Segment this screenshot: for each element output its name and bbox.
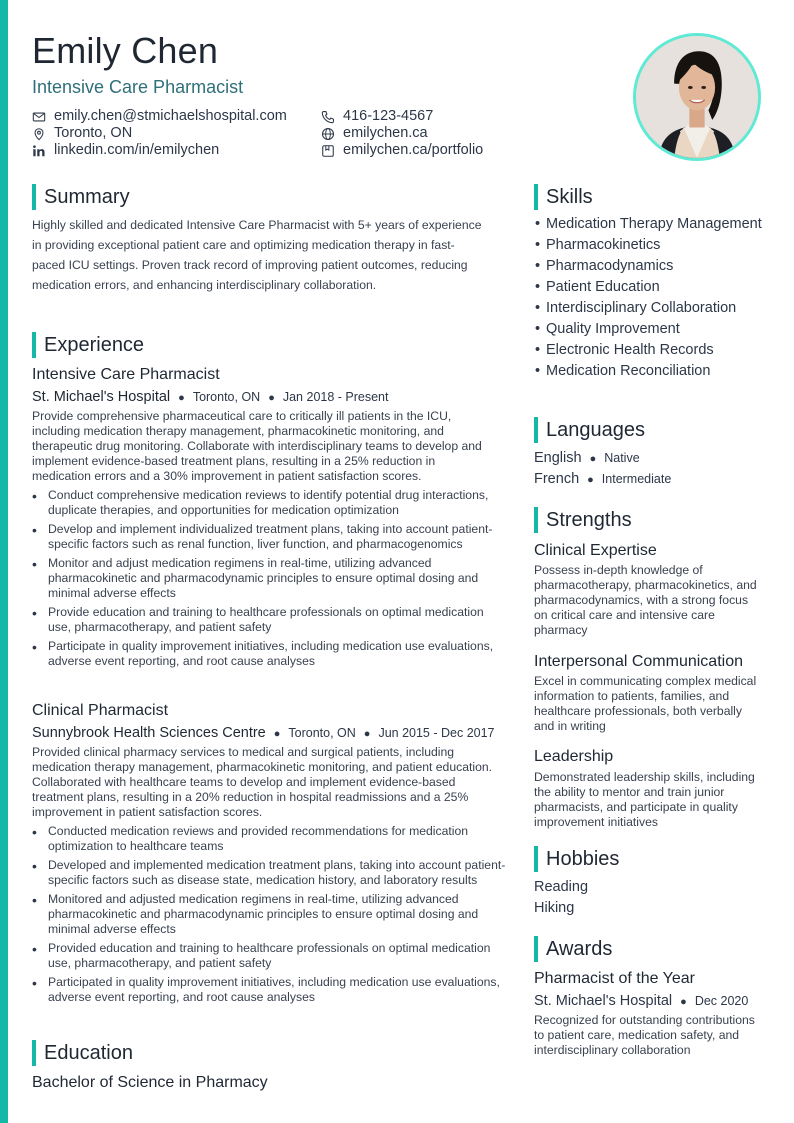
list-item: • Provided education and training to healthcare professionals on optimal medication use, pharmacotherapy, and patient safety: [32, 941, 510, 971]
job-1-location: Toronto, ON: [192, 390, 261, 404]
list-item: • Developed and implemented medication treatment plans, taking into account patient-specific factors such as disease state, medication history, and laboratory results: [32, 858, 510, 888]
separator-dot: ●: [273, 728, 281, 740]
list-item: • Conducted medication reviews and provided recommendations for medication optimization to healthcare teams: [32, 824, 510, 854]
job-2-description: Provided clinical pharmacy services to medical and surgical patients, including medication therapy management, pharmacokinetic monitoring, and patient education. Collaborated with healthcare teams to develop and implement evidence-based treatment plans, resulting in a 20% reduction in hospital readmissions and a 25% improvement in patient satisfaction scores.: [32, 745, 493, 819]
strength-text: Possess in-depth knowledge of pharmacotherapy, pharmacokinetics, and pharmacodynamics, with a strong focus on critical care and intensive care pharmacy: [534, 563, 757, 637]
separator-dot: ●: [178, 392, 185, 404]
summary-heading: Summary: [32, 185, 130, 209]
separator-dot: ●: [680, 996, 687, 1008]
linkedin-icon: [32, 144, 46, 158]
globe-icon: [321, 127, 335, 141]
award-title: Pharmacist of the Year: [534, 970, 695, 987]
list-item: • Provide education and training to healthcare professionals on optimal medication use, pharmacotherapy, and patient safety: [32, 605, 510, 635]
profile-photo: [633, 33, 761, 161]
job-2-employer: Sunnybrook Health Sciences Centre: [32, 725, 266, 741]
contact-email[interactable]: emily.chen@stmichaelshospital.com: [32, 108, 287, 125]
candidate-title: Intensive Care Pharmacist: [32, 77, 244, 97]
skill-item: • Interdisciplinary Collaboration: [535, 300, 763, 317]
strength-text: Demonstrated leadership skills, including the ability to mentor and train junior pharmacists, and participate in quality improvement initiatives: [534, 770, 755, 829]
job-2-meta: [32, 724, 495, 743]
education-heading: Education: [32, 1041, 133, 1065]
skill-item: • Pharmacodynamics: [535, 258, 763, 275]
contact-website[interactable]: emilychen.ca: [321, 125, 428, 142]
map-pin-icon: [32, 127, 46, 141]
language-level: Native: [604, 451, 640, 465]
language-item: [534, 450, 640, 468]
hobby-item: Hiking: [534, 900, 575, 916]
job-2-dates: Jun 2015 - Dec 2017: [378, 726, 495, 740]
strength-title: Interpersonal Communication: [534, 653, 743, 670]
skills-list: [535, 216, 763, 384]
list-item: • Participate in quality improvement initiatives, including medication use evaluations, adverse event reporting, and root cause analyses: [32, 639, 510, 669]
award-issuer: St. Michael's Hospital: [534, 993, 673, 1009]
separator-dot: ●: [363, 728, 371, 740]
language-name: French: [534, 471, 580, 487]
accent-bar: [0, 0, 8, 1123]
award-text: Recognized for outstanding contributions to patient care, medication safety, and interdisciplinary collaboration: [534, 1013, 755, 1057]
language-level: Intermediate: [601, 472, 672, 486]
contact-location: Toronto, ON: [32, 125, 132, 142]
education-degree: Bachelor of Science in Pharmacy: [32, 1074, 268, 1091]
skills-heading: Skills: [534, 185, 593, 209]
list-item: • Monitor and adjust medication regimens in real-time, utilizing advanced pharmacokinetic and pharmacodynamic principles to ensure optimal dosing and minimal adverse effects: [32, 556, 510, 601]
phone-icon: [321, 110, 335, 124]
separator-dot: ●: [268, 392, 275, 404]
skill-item: • Medication Therapy Management: [535, 216, 763, 233]
separator-dot: ●: [589, 453, 597, 465]
skill-item: • Quality Improvement: [535, 321, 763, 338]
contact-linkedin[interactable]: linkedin.com/in/emilychen: [32, 142, 219, 159]
contact-phone[interactable]: 416-123-4567: [321, 108, 433, 125]
languages-heading: Languages: [534, 418, 645, 442]
job-1-title: Intensive Care Pharmacist: [32, 366, 220, 383]
award-meta: [534, 993, 748, 1011]
skill-item: • Medication Reconciliation: [535, 363, 763, 380]
profile-photo-illustration: [636, 36, 758, 158]
job-1-employer: St. Michael's Hospital: [32, 389, 171, 405]
list-item: • Develop and implement individualized treatment plans, taking into account patient-specific factors such as renal function, liver function, and pharmacogenomics: [32, 522, 510, 552]
job-2-location: Toronto, ON: [288, 726, 356, 740]
job-2-bullets: [32, 824, 510, 1009]
language-name: English: [534, 450, 582, 466]
experience-heading: Experience: [32, 333, 144, 357]
job-1-dates: Jan 2018 - Present: [282, 390, 389, 404]
email-icon: [32, 110, 46, 124]
separator-dot: ●: [587, 474, 594, 486]
candidate-name: Emily Chen: [32, 30, 219, 71]
award-date: Dec 2020: [694, 994, 749, 1008]
hobby-item: Reading: [534, 879, 589, 895]
awards-heading: Awards: [534, 937, 612, 961]
hobbies-heading: Hobbies: [534, 847, 619, 871]
job-1-description: Provide comprehensive pharmaceutical care to critically ill patients in the ICU, including medication therapy management, pharmacokinetic monitoring, and therapeutic drug monitoring. Collaborate with interdisciplinary teams to develop and implement evidence-based treatment plans, resulting in a 25% reduction in medication errors and a 30% improvement in patient satisfaction scores.: [32, 409, 482, 483]
strength-text: Excel in communicating complex medical information to patients, families, and healthcare professionals, both verbally and in writing: [534, 674, 757, 733]
language-item: [534, 471, 671, 489]
contact-portfolio[interactable]: emilychen.ca/portfolio: [321, 142, 483, 159]
list-item: • Monitored and adjusted medication regimens in real-time, utilizing advanced pharmacokinetic and pharmacodynamic principles to ensure optimal dosing and minimal adverse effects: [32, 892, 510, 937]
list-item: • Conduct comprehensive medication reviews to identify potential drug interactions, duplicate therapies, and opportunities for medication optimization: [32, 488, 510, 518]
strength-title: Clinical Expertise: [534, 542, 657, 559]
strength-title: Leadership: [534, 748, 614, 765]
skill-item: • Patient Education: [535, 279, 763, 296]
job-1-bullets: [32, 488, 510, 673]
job-2-title: Clinical Pharmacist: [32, 702, 169, 719]
job-1-meta: [32, 388, 388, 407]
summary-text: Highly skilled and dedicated Intensive Care Pharmacist with 5+ years of experience in providing exceptional patient care and optimizing medication therapy in fast-paced ICU settings. Proven track record of improving patient outcomes, reducing medication errors, and enhancing interdisciplinary collaboration.: [32, 218, 482, 292]
strengths-heading: Strengths: [534, 508, 632, 532]
portfolio-icon: [321, 144, 335, 158]
skill-item: • Pharmacokinetics: [535, 237, 763, 254]
list-item: • Participated in quality improvement initiatives, including medication use evaluations, adverse event reporting, and root cause analyses: [32, 975, 510, 1005]
skill-item: • Electronic Health Records: [535, 342, 763, 359]
